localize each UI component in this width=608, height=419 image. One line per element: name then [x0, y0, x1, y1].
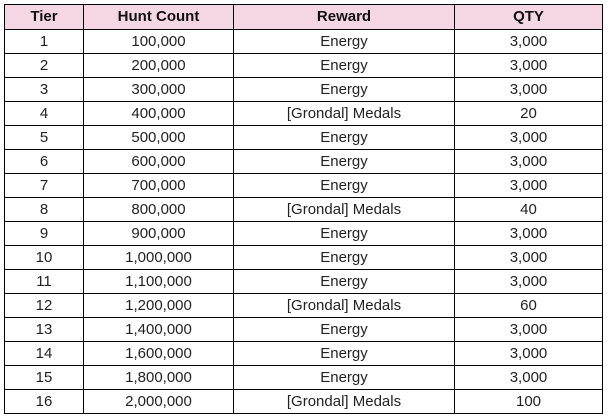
cell-tier: 16 — [5, 390, 84, 414]
cell-reward: Energy — [234, 366, 455, 390]
cell-reward: [Grondal] Medals — [234, 390, 455, 414]
cell-tier: 9 — [5, 222, 84, 246]
header-tier: Tier — [5, 5, 84, 30]
table-header-row — [5, 5, 603, 30]
cell-qty: 3,000 — [455, 318, 603, 342]
table-row — [5, 198, 603, 222]
cell-reward: [Grondal] Medals — [234, 102, 455, 126]
cell-tier: 13 — [5, 318, 84, 342]
cell-tier: 7 — [5, 174, 84, 198]
cell-hunt-count: 100,000 — [84, 30, 234, 54]
cell-qty: 60 — [455, 294, 603, 318]
cell-hunt-count: 1,200,000 — [84, 294, 234, 318]
cell-qty: 40 — [455, 198, 603, 222]
cell-reward: Energy — [234, 126, 455, 150]
cell-reward: [Grondal] Medals — [234, 294, 455, 318]
cell-hunt-count: 1,600,000 — [84, 342, 234, 366]
cell-qty: 3,000 — [455, 270, 603, 294]
cell-tier: 10 — [5, 246, 84, 270]
cell-qty: 100 — [455, 390, 603, 414]
cell-reward: Energy — [234, 30, 455, 54]
table-row — [5, 102, 603, 126]
table-row — [5, 294, 603, 318]
cell-tier: 12 — [5, 294, 84, 318]
cell-hunt-count: 500,000 — [84, 126, 234, 150]
cell-qty: 20 — [455, 102, 603, 126]
cell-hunt-count: 200,000 — [84, 54, 234, 78]
cell-tier: 5 — [5, 126, 84, 150]
cell-qty: 3,000 — [455, 342, 603, 366]
cell-reward: Energy — [234, 318, 455, 342]
cell-reward: Energy — [234, 78, 455, 102]
cell-hunt-count: 600,000 — [84, 150, 234, 174]
table-row — [5, 54, 603, 78]
table-row — [5, 246, 603, 270]
table-row — [5, 366, 603, 390]
cell-reward: Energy — [234, 222, 455, 246]
cell-tier: 2 — [5, 54, 84, 78]
cell-tier: 3 — [5, 78, 84, 102]
table-row — [5, 30, 603, 54]
cell-qty: 3,000 — [455, 78, 603, 102]
table-row — [5, 174, 603, 198]
table-row — [5, 126, 603, 150]
cell-reward: [Grondal] Medals — [234, 198, 455, 222]
cell-hunt-count: 700,000 — [84, 174, 234, 198]
cell-tier: 8 — [5, 198, 84, 222]
table-row — [5, 78, 603, 102]
cell-tier: 11 — [5, 270, 84, 294]
table-row — [5, 318, 603, 342]
cell-hunt-count: 800,000 — [84, 198, 234, 222]
cell-qty: 3,000 — [455, 222, 603, 246]
table-row — [5, 270, 603, 294]
cell-tier: 6 — [5, 150, 84, 174]
cell-qty: 3,000 — [455, 174, 603, 198]
table-row — [5, 390, 603, 414]
cell-hunt-count: 1,000,000 — [84, 246, 234, 270]
table-row — [5, 342, 603, 366]
cell-hunt-count: 900,000 — [84, 222, 234, 246]
cell-tier: 14 — [5, 342, 84, 366]
cell-tier: 1 — [5, 30, 84, 54]
cell-qty: 3,000 — [455, 366, 603, 390]
cell-qty: 3,000 — [455, 126, 603, 150]
cell-qty: 3,000 — [455, 30, 603, 54]
header-qty: QTY — [455, 5, 603, 30]
cell-reward: Energy — [234, 270, 455, 294]
cell-reward: Energy — [234, 174, 455, 198]
table-row — [5, 222, 603, 246]
cell-reward: Energy — [234, 54, 455, 78]
cell-qty: 3,000 — [455, 150, 603, 174]
cell-hunt-count: 1,400,000 — [84, 318, 234, 342]
cell-qty: 3,000 — [455, 246, 603, 270]
cell-hunt-count: 300,000 — [84, 78, 234, 102]
cell-tier: 4 — [5, 102, 84, 126]
header-hunt-count: Hunt Count — [84, 5, 234, 30]
header-reward: Reward — [234, 5, 455, 30]
cell-reward: Energy — [234, 246, 455, 270]
hunt-rewards-table — [4, 4, 603, 414]
table-row — [5, 150, 603, 174]
cell-hunt-count: 400,000 — [84, 102, 234, 126]
cell-hunt-count: 1,100,000 — [84, 270, 234, 294]
cell-hunt-count: 1,800,000 — [84, 366, 234, 390]
rewards-table-container — [4, 4, 603, 414]
cell-qty: 3,000 — [455, 54, 603, 78]
cell-reward: Energy — [234, 150, 455, 174]
cell-hunt-count: 2,000,000 — [84, 390, 234, 414]
cell-reward: Energy — [234, 342, 455, 366]
cell-tier: 15 — [5, 366, 84, 390]
